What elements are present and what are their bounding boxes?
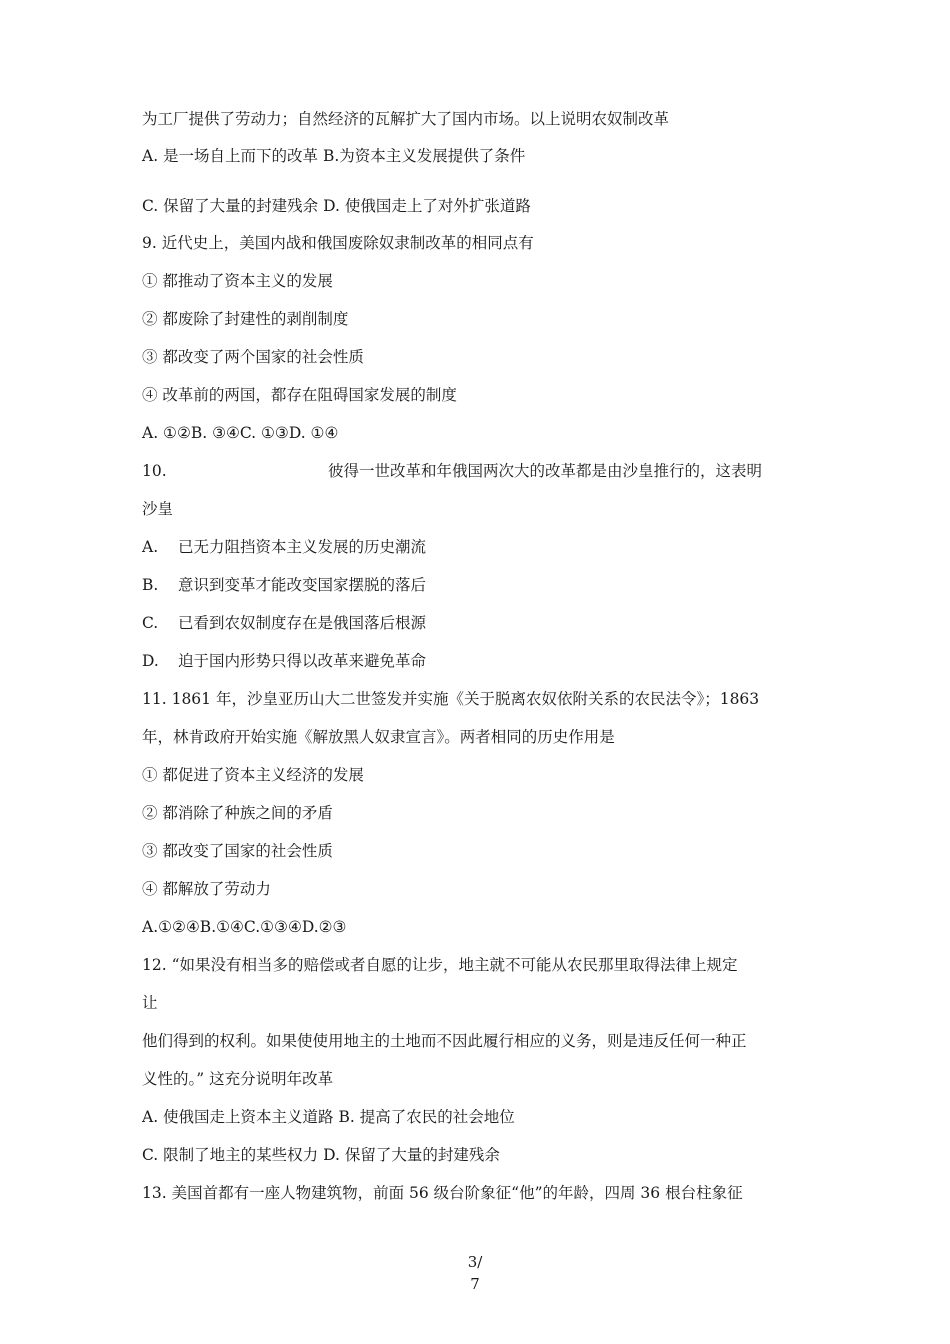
question-10-number: 10. (142, 462, 167, 480)
question-11: 11. 1861 年，沙皇亚历山大二世签发并实施《关于脱离农奴依附关系的农民法令》；1863 (142, 690, 760, 708)
answer-options-q9: A. ①②B. ③④C. ①③D. ①④ (142, 424, 339, 442)
question-10-text: 彼得一世改革和年俄国两次大的改革都是由沙皇推行的，这表明 (328, 462, 763, 480)
statement-3: ③ 都改变了国家的社会性质 (142, 842, 333, 860)
question-12-wrap: 让 (142, 994, 158, 1012)
statement-1: ① 都推动了资本主义的发展 (142, 272, 333, 290)
page-number-bottom: 7 (470, 1275, 480, 1293)
option-text: 已无力阻挡资本主义发展的历史潮流 (178, 538, 427, 556)
question-13: 13. 美国首都有一座人物建筑物，前面 56 级台阶象征“他”的年龄，四周 36 根台柱象征 (142, 1184, 743, 1202)
option-letter: D. (142, 652, 159, 670)
question-12: 12. “如果没有相当多的赔偿或者自愿的让步，地主就不可能从农民那里取得法律上规定 (142, 956, 738, 974)
answer-options-q8-cd: C. 保留了大量的封建残余 D. 使俄国走上了对外扩张道路 (142, 197, 531, 215)
option-text: 迫于国内形势只得以改革来避免革命 (178, 652, 427, 670)
option-c (142, 612, 426, 634)
option-letter: C. (142, 614, 159, 632)
option-letter: B. (142, 576, 159, 594)
option-a (142, 536, 426, 558)
text-line: 为工厂提供了劳动力；自然经济的瓦解扩大了国内市场。以上说明农奴制改革 (142, 110, 670, 128)
statement-1: ① 都促进了资本主义经济的发展 (142, 766, 364, 784)
statement-4: ④ 都解放了劳动力 (142, 880, 271, 898)
statement-4: ④ 改革前的两国，都存在阻碍国家发展的制度 (142, 386, 457, 404)
question-12-end: 义性的。” 这充分说明年改革 (142, 1070, 334, 1088)
option-letter: A. (142, 538, 159, 556)
question-9: 9. 近代史上，美国内战和俄国废除奴隶制改革的相同点有 (142, 234, 534, 252)
answer-options-q12-cd: C. 限制了地主的某些权力 D. 保留了大量的封建残余 (142, 1146, 500, 1164)
statement-2: ② 都消除了种族之间的矛盾 (142, 804, 333, 822)
answer-options-q8-ab: A. 是一场自上而下的改革 B.为资本主义发展提供了条件 (142, 147, 526, 165)
question-12-continuation: 他们得到的权利。如果使使用地主的土地而不因此履行相应的义务，则是违反任何一种正 (142, 1032, 747, 1050)
statement-3: ③ 都改变了两个国家的社会性质 (142, 348, 364, 366)
option-d (142, 650, 426, 672)
option-b (142, 574, 426, 596)
answer-options-q11: A.①②④B.①④C.①③④D.②③ (142, 918, 347, 936)
question-11-continuation: 年，林肯政府开始实施《解放黑人奴隶宣言》。两者相同的历史作用是 (142, 728, 615, 746)
statement-2: ② 都废除了封建性的剥削制度 (142, 310, 349, 328)
question-10-continuation: 沙皇 (142, 500, 174, 518)
option-text: 意识到变革才能改变国家摆脱的落后 (178, 576, 427, 594)
page-number-top: 3/ (467, 1253, 483, 1271)
option-text: 已看到农奴制度存在是俄国落后根源 (178, 614, 427, 632)
answer-options-q12-ab: A. 使俄国走上资本主义道路 B. 提高了农民的社会地位 (142, 1108, 515, 1126)
